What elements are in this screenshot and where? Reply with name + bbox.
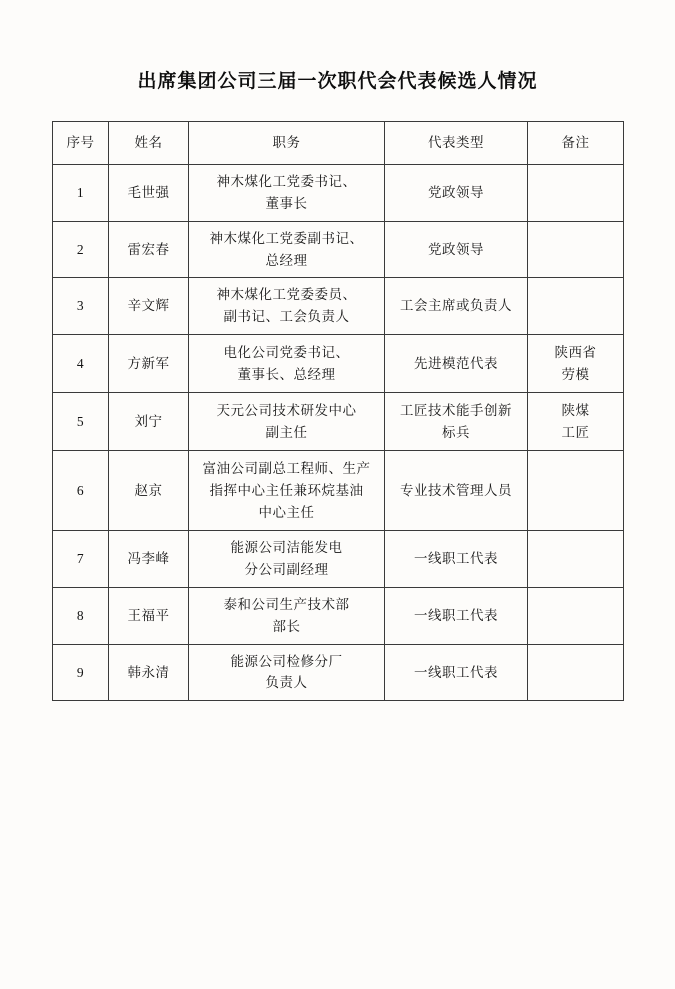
- cell-type: [385, 335, 528, 393]
- cell-post-line: 副主任: [265, 424, 308, 440]
- column-header-index: 序号: [53, 122, 109, 165]
- cell-type: [385, 587, 528, 644]
- cell-type-line: 一线职工代表: [414, 607, 498, 623]
- cell-type: [385, 451, 528, 531]
- table-row: [53, 644, 624, 701]
- cell-post-line: 董事长、总经理: [237, 366, 336, 382]
- cell-index: 8: [53, 587, 109, 644]
- cell-post-line: 电化公司党委书记、: [223, 344, 350, 360]
- cell-post-line: 总经理: [265, 252, 308, 268]
- cell-note: [528, 587, 624, 644]
- cell-name: 冯李峰: [109, 531, 189, 588]
- cell-type-line: 专业技术管理人员: [400, 482, 512, 498]
- cell-post-line: 副书记、工会负责人: [223, 309, 350, 325]
- cell-post-line: 负责人: [265, 675, 308, 691]
- cell-type-line: 标兵: [442, 424, 470, 440]
- cell-note-line: 陕西省: [554, 344, 597, 360]
- cell-note: [528, 278, 624, 335]
- cell-name: 辛文辉: [109, 278, 189, 335]
- cell-note: [528, 165, 624, 222]
- column-header-type: 代表类型: [385, 122, 528, 165]
- cell-name: 赵京: [109, 451, 189, 531]
- cell-type: [385, 221, 528, 278]
- cell-post-line: 神木煤化工党委副书记、: [209, 230, 364, 246]
- table-row: [53, 165, 624, 222]
- cell-post-line: 董事长: [265, 195, 308, 211]
- cell-note: [528, 335, 624, 393]
- cell-name: 毛世强: [109, 165, 189, 222]
- document-page: [0, 66, 675, 989]
- table-body: [53, 165, 624, 701]
- cell-type-line: 一线职工代表: [414, 664, 498, 680]
- cell-post-line: 神木煤化工党委委员、: [216, 287, 357, 303]
- cell-index: 9: [53, 644, 109, 701]
- cell-type: [385, 393, 528, 451]
- candidates-table: [52, 121, 624, 701]
- cell-note-line: 陕煤: [561, 402, 590, 418]
- table-row: [53, 393, 624, 451]
- cell-post-line: 能源公司检修分厂: [230, 653, 343, 669]
- cell-post: [189, 531, 385, 588]
- cell-note: [528, 531, 624, 588]
- page-title: 出席集团公司三届一次职代会代表候选人情况: [137, 71, 538, 92]
- cell-post: [189, 587, 385, 644]
- cell-type-line: 工会主席或负责人: [400, 298, 512, 314]
- cell-post-line: 中心主任: [258, 504, 315, 520]
- cell-post: [189, 221, 385, 278]
- cell-index: 5: [53, 393, 109, 451]
- cell-type: [385, 165, 528, 222]
- cell-index: 2: [53, 221, 109, 278]
- cell-post-line: 部长: [272, 618, 301, 634]
- table-row: [53, 221, 624, 278]
- cell-post-line: 天元公司技术研发中心: [216, 402, 357, 418]
- cell-type-line: 党政领导: [428, 241, 484, 257]
- table-row: [53, 587, 624, 644]
- cell-type: [385, 278, 528, 335]
- column-header-name: 姓名: [109, 122, 189, 165]
- table-row: [53, 278, 624, 335]
- table-header-row: [53, 122, 624, 165]
- cell-post: [189, 393, 385, 451]
- cell-name: 雷宏春: [109, 221, 189, 278]
- cell-post: [189, 451, 385, 531]
- cell-note: [528, 393, 624, 451]
- column-header-note: 备注: [528, 122, 624, 165]
- cell-post-line: 神木煤化工党委书记、: [216, 174, 357, 189]
- cell-post-line: 泰和公司生产技术部: [223, 596, 350, 612]
- cell-post-line: 指挥中心主任兼环烷基油: [209, 482, 364, 498]
- cell-post: [189, 335, 385, 393]
- cell-type: [385, 644, 528, 701]
- cell-name: 方新军: [109, 335, 189, 393]
- cell-note: [528, 644, 624, 701]
- cell-type-line: 先进模范代表: [414, 355, 498, 371]
- cell-type: [385, 531, 528, 588]
- cell-index: 1: [53, 165, 109, 222]
- cell-type-line: 一线职工代表: [414, 551, 498, 567]
- cell-name: 王福平: [109, 587, 189, 644]
- column-header-post: 职务: [189, 122, 385, 165]
- cell-post: [189, 278, 385, 335]
- cell-post: [189, 165, 385, 222]
- cell-index: 4: [53, 335, 109, 393]
- table-header: [53, 122, 624, 165]
- cell-note-line: 工匠: [561, 424, 590, 440]
- cell-note-line: 劳模: [561, 366, 590, 382]
- cell-post: [189, 644, 385, 701]
- cell-type-line: 党政领导: [428, 184, 484, 200]
- table-row: [53, 531, 624, 588]
- cell-post-line: 能源公司洁能发电: [230, 540, 343, 556]
- cell-index: 7: [53, 531, 109, 588]
- cell-note: [528, 451, 624, 531]
- cell-name: 韩永清: [109, 644, 189, 701]
- table-row: [53, 451, 624, 531]
- cell-index: 3: [53, 278, 109, 335]
- table-row: [53, 335, 624, 393]
- cell-note: [528, 221, 624, 278]
- cell-post-line: 分公司副经理: [244, 562, 329, 578]
- cell-type-line: 工匠技术能手创新: [400, 402, 512, 418]
- cell-index: 6: [53, 451, 109, 531]
- cell-post-line: 富油公司副总工程师、生产: [202, 460, 371, 476]
- cell-name: 刘宁: [109, 393, 189, 451]
